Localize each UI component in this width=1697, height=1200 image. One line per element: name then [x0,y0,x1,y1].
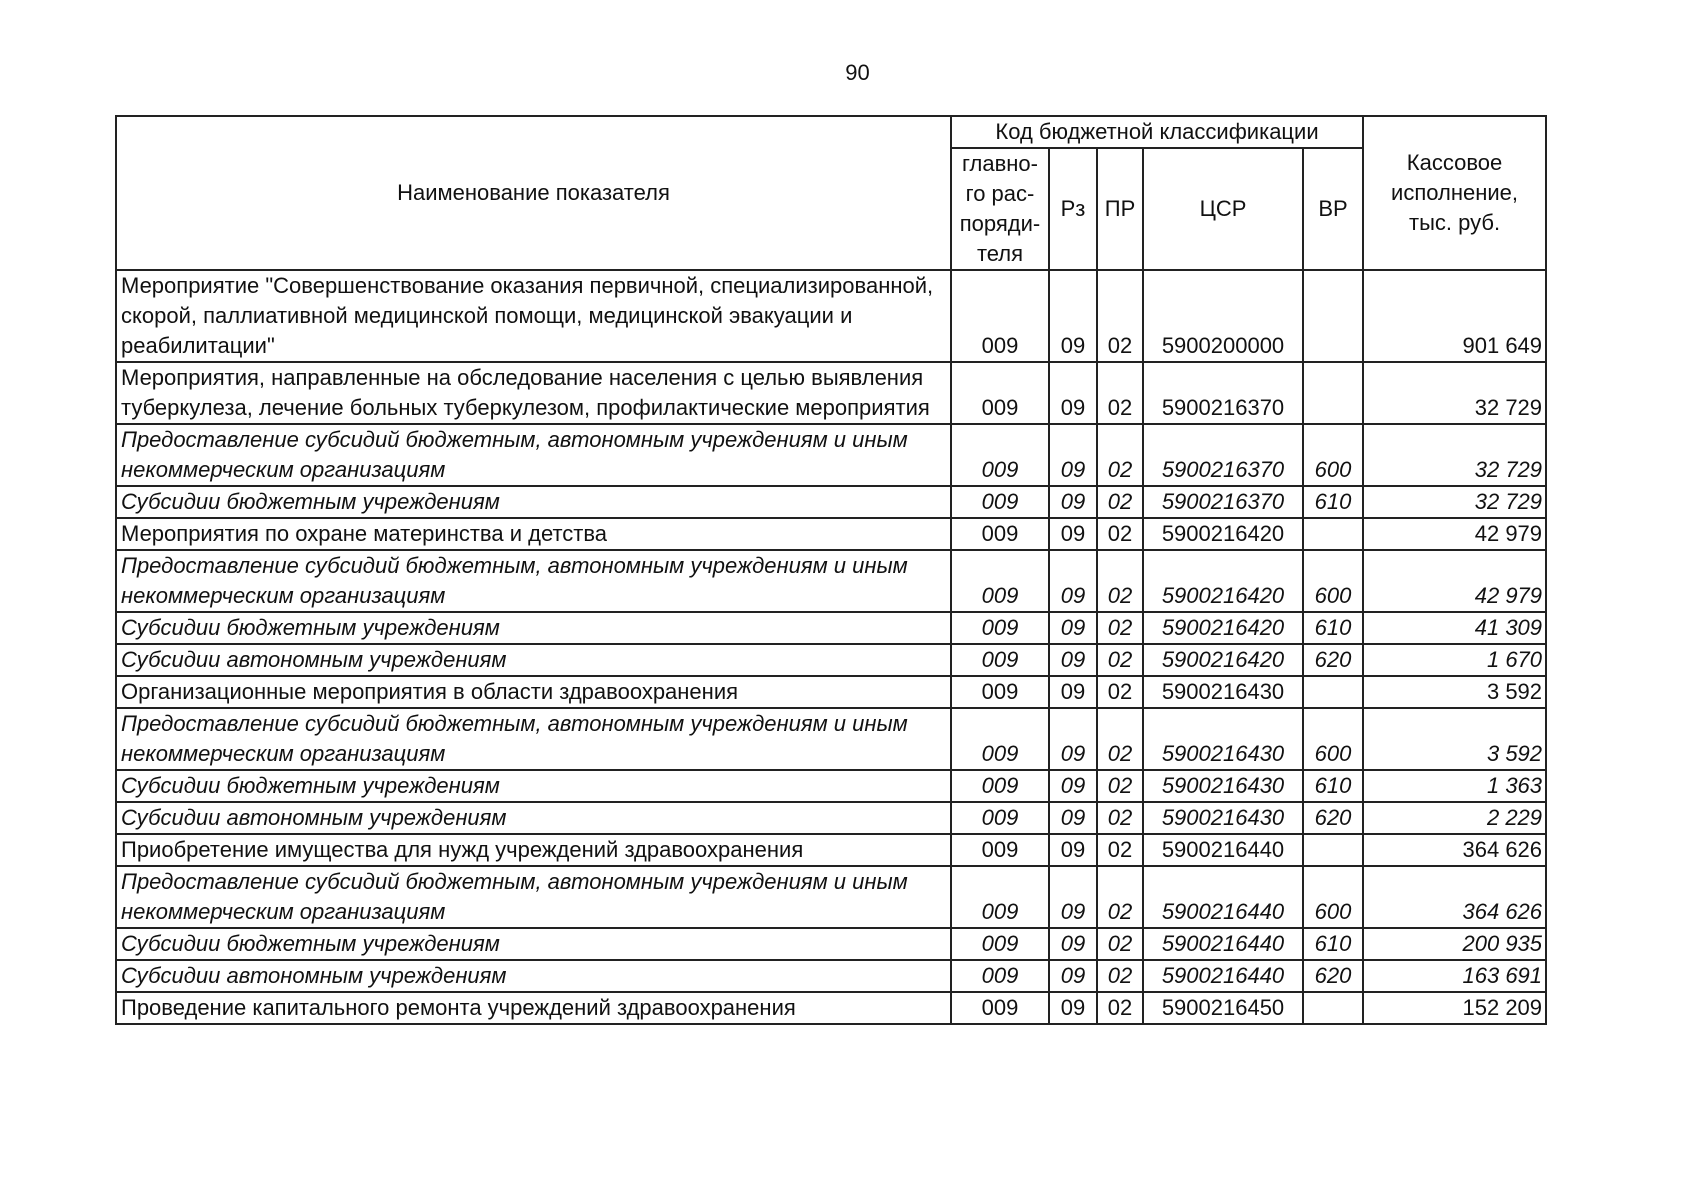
cell-name: Субсидии бюджетным учреждениям [116,612,951,644]
cell-pr: 02 [1097,928,1143,960]
cell-amount: 32 729 [1363,424,1546,486]
table-row [116,550,1546,612]
cell-rz: 09 [1049,960,1097,992]
cell-amount: 42 979 [1363,518,1546,550]
cell-rz: 09 [1049,770,1097,802]
header-code-group: Код бюджетной классификации [951,116,1363,148]
table-row [116,644,1546,676]
cell-vr: 610 [1303,770,1363,802]
cell-name: Субсидии автономным учреждениям [116,644,951,676]
cell-rz: 09 [1049,802,1097,834]
cell-csr: 5900216370 [1143,362,1303,424]
table-row [116,612,1546,644]
header-admin-line: теля [976,241,1024,266]
cell-vr: 600 [1303,866,1363,928]
cell-admin: 009 [951,424,1049,486]
header-admin [951,148,1049,270]
cell-vr: 600 [1303,550,1363,612]
cell-pr: 02 [1097,960,1143,992]
cell-admin: 009 [951,270,1049,362]
cell-pr: 02 [1097,486,1143,518]
cell-admin: 009 [951,802,1049,834]
cell-pr: 02 [1097,644,1143,676]
cell-name: Предоставление субсидий бюджетным, автономным учреждениям и иным некоммерческим организациям [116,550,951,612]
cell-csr: 5900216420 [1143,612,1303,644]
cell-csr: 5900216420 [1143,644,1303,676]
cell-rz: 09 [1049,866,1097,928]
cell-pr: 02 [1097,866,1143,928]
cell-name: Субсидии автономным учреждениям [116,960,951,992]
cell-pr: 02 [1097,770,1143,802]
cell-vr: 620 [1303,644,1363,676]
cell-name: Мероприятия по охране материнства и детства [116,518,951,550]
cell-amount: 901 649 [1363,270,1546,362]
cell-admin: 009 [951,866,1049,928]
header-amount-line: тыс. руб. [1409,210,1501,235]
page-number: 90 [845,60,870,85]
cell-name: Субсидии автономным учреждениям [116,802,951,834]
cell-amount: 200 935 [1363,928,1546,960]
cell-csr: 5900216430 [1143,770,1303,802]
cell-name: Субсидии бюджетным учреждениям [116,486,951,518]
cell-amount: 1 670 [1363,644,1546,676]
cell-admin: 009 [951,550,1049,612]
cell-admin: 009 [951,770,1049,802]
cell-vr: 610 [1303,612,1363,644]
header-amount-line: исполнение, [1391,180,1519,205]
table-row [116,834,1546,866]
cell-rz: 09 [1049,928,1097,960]
cell-csr: 5900216450 [1143,992,1303,1024]
cell-pr: 02 [1097,550,1143,612]
cell-rz: 09 [1049,708,1097,770]
cell-pr: 02 [1097,802,1143,834]
table-row [116,992,1546,1024]
cell-name: Проведение капитального ремонта учреждений здравоохранения [116,992,951,1024]
cell-csr: 5900216370 [1143,486,1303,518]
cell-csr: 5900216440 [1143,928,1303,960]
table-row [116,928,1546,960]
header-amount-line: Кассовое [1406,150,1503,175]
cell-amount: 364 626 [1363,834,1546,866]
cell-rz: 09 [1049,518,1097,550]
table-header [116,116,1546,270]
cell-vr [1303,992,1363,1024]
cell-admin: 009 [951,486,1049,518]
cell-amount: 3 592 [1363,708,1546,770]
cell-csr: 5900216420 [1143,550,1303,612]
cell-amount: 41 309 [1363,612,1546,644]
table-row [116,960,1546,992]
cell-admin: 009 [951,992,1049,1024]
cell-csr: 5900216430 [1143,676,1303,708]
cell-name: Предоставление субсидий бюджетным, автономным учреждениям и иным некоммерческим организациям [116,424,951,486]
cell-vr: 610 [1303,928,1363,960]
cell-pr: 02 [1097,676,1143,708]
cell-csr: 5900216370 [1143,424,1303,486]
cell-admin: 009 [951,708,1049,770]
cell-vr: 600 [1303,708,1363,770]
header-vr: ВР [1303,148,1363,270]
cell-csr: 5900216440 [1143,834,1303,866]
table-row [116,518,1546,550]
header-admin-line: главно- [961,151,1038,176]
cell-amount: 32 729 [1363,486,1546,518]
cell-admin: 009 [951,928,1049,960]
table-row [116,424,1546,486]
cell-rz: 09 [1049,676,1097,708]
cell-amount: 42 979 [1363,550,1546,612]
cell-rz: 09 [1049,424,1097,486]
header-csr: ЦСР [1143,148,1303,270]
cell-name: Субсидии бюджетным учреждениям [116,928,951,960]
cell-vr: 620 [1303,960,1363,992]
cell-vr [1303,676,1363,708]
table-row [116,770,1546,802]
header-amount [1363,116,1546,270]
cell-vr: 620 [1303,802,1363,834]
cell-amount: 1 363 [1363,770,1546,802]
cell-pr: 02 [1097,518,1143,550]
cell-amount: 152 209 [1363,992,1546,1024]
budget-table [115,115,1547,1025]
cell-csr: 5900216430 [1143,708,1303,770]
cell-name: Предоставление субсидий бюджетным, автономным учреждениям и иным некоммерческим организациям [116,708,951,770]
cell-admin: 009 [951,644,1049,676]
header-pr: ПР [1097,148,1143,270]
cell-amount: 3 592 [1363,676,1546,708]
cell-name: Мероприятие "Совершенствование оказания первичной, специализированной, скорой, паллиативной медицинской помощи, медицинской эвакуации и реабилитации" [116,270,951,362]
cell-pr: 02 [1097,992,1143,1024]
header-admin-line: поряди- [959,211,1041,236]
cell-rz: 09 [1049,486,1097,518]
table-row [116,866,1546,928]
table-row [116,676,1546,708]
cell-csr: 5900216430 [1143,802,1303,834]
cell-vr: 600 [1303,424,1363,486]
table-body [116,270,1546,1024]
table-row [116,270,1546,362]
cell-name: Субсидии бюджетным учреждениям [116,770,951,802]
cell-amount: 163 691 [1363,960,1546,992]
cell-pr: 02 [1097,424,1143,486]
cell-csr: 5900200000 [1143,270,1303,362]
cell-vr [1303,270,1363,362]
cell-pr: 02 [1097,834,1143,866]
header-rz: Рз [1049,148,1097,270]
cell-name: Организационные мероприятия в области здравоохранения [116,676,951,708]
cell-vr [1303,834,1363,866]
cell-rz: 09 [1049,550,1097,612]
cell-rz: 09 [1049,992,1097,1024]
cell-admin: 009 [951,676,1049,708]
cell-rz: 09 [1049,362,1097,424]
cell-rz: 09 [1049,612,1097,644]
cell-admin: 009 [951,612,1049,644]
cell-name: Приобретение имущества для нужд учреждений здравоохранения [116,834,951,866]
cell-csr: 5900216440 [1143,960,1303,992]
cell-pr: 02 [1097,612,1143,644]
cell-amount: 32 729 [1363,362,1546,424]
cell-vr [1303,518,1363,550]
cell-rz: 09 [1049,834,1097,866]
table-row [116,708,1546,770]
header-admin-line: го рас- [965,181,1035,206]
cell-vr [1303,362,1363,424]
cell-csr: 5900216440 [1143,866,1303,928]
table-row [116,362,1546,424]
table-row [116,486,1546,518]
cell-pr: 02 [1097,708,1143,770]
cell-pr: 02 [1097,362,1143,424]
cell-amount: 364 626 [1363,866,1546,928]
cell-rz: 09 [1049,644,1097,676]
cell-amount: 2 229 [1363,802,1546,834]
cell-vr: 610 [1303,486,1363,518]
cell-name: Мероприятия, направленные на обследование населения с целью выявления туберкулеза, лечение больных туберкулезом, профилактические мероприятия [116,362,951,424]
cell-pr: 02 [1097,270,1143,362]
cell-rz: 09 [1049,270,1097,362]
cell-admin: 009 [951,362,1049,424]
cell-admin: 009 [951,960,1049,992]
cell-admin: 009 [951,834,1049,866]
table-row [116,802,1546,834]
header-name: Наименование показателя [116,116,951,270]
cell-csr: 5900216420 [1143,518,1303,550]
cell-admin: 009 [951,518,1049,550]
cell-name: Предоставление субсидий бюджетным, автономным учреждениям и иным некоммерческим организациям [116,866,951,928]
